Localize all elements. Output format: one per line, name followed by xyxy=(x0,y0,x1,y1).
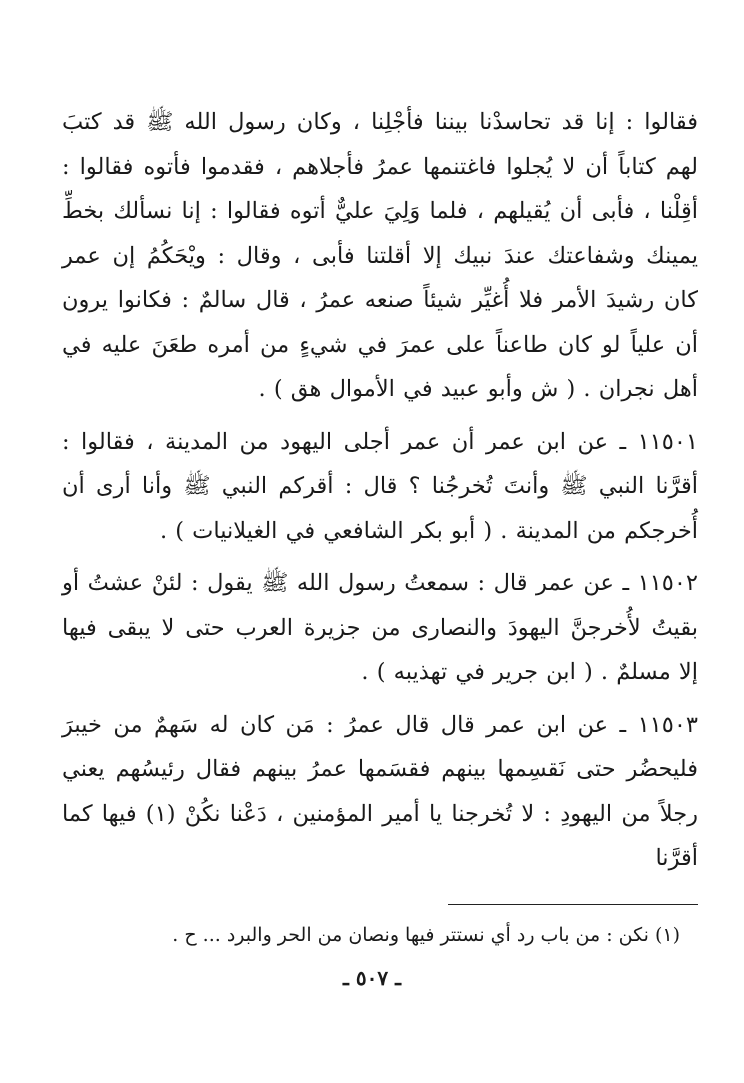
page-number: ـ ٥٠٧ ـ xyxy=(343,966,401,990)
page-body xyxy=(62,100,698,881)
hadith-11501: ١١٥٠١ ـ عن ابن عمر أن عمر أجلى اليهود من المدينة ، فقالوا : أقرَّنا النبي ﷺ وأنتَ تُخرجُنا ؟ قال : أقركم النبي ﷺ وأنا أرى أن أُخرجكم من المدينة . ( أبو بكر الشافعي في الغيلانيات ) . xyxy=(62,428,698,544)
footnote: (١) نكن : من باب رد أي نستتر فيها ونصان من الحر والبرد ... ح . xyxy=(172,924,680,946)
hadith-11503: ١١٥٠٣ ـ عن ابن عمر قال قال عمرُ : مَن كان له سَهمٌ من خيبرَ فليحضُر حتى نَقسِمها بينهم فقسَمها عمرُ بينهم فقال رئيسُهم يعني رجلاً من اليهودِ : لا تُخرجنا يا أمير المؤمنين ، دَعْنا نكُنْ (١) فيها كما أقرَّنا xyxy=(62,711,698,871)
footnote-divider xyxy=(448,904,698,905)
paragraph-continuation: فقالوا : إنا قد تحاسدْنا بيننا فأجْلِنا ، وكان رسول الله ﷺ قد كتبَ لهم كتاباً أن لا يُجلوا فاغتنمها عمرُ فأجلاهم ، فقدموا فأتوه فقالوا : أقِلْنا ، فأبى أن يُقيلهم ، فلما وَلِيَ عليٌّ أتوه فقالوا : إنا نسألك بخطِّ يمينك وشفاعتك عندَ نبيك إلا أقلتنا فأبى ، وقال : ويْحَكُمُ إن عمر كان رشيدَ الأمر فلا أُغيِّر شيئاً صنعه عمرُ ، قال سالمٌ : فكانوا يرون أن علياً لو كان طاعناً على عمرَ في شيءٍ من أمره طعَنَ عليه في أهل نجران . ( ش وأبو عبيد في الأموال هق ) . xyxy=(62,109,699,402)
hadith-11502: ١١٥٠٢ ـ عن عمر قال : سمعتُ رسول الله ﷺ يقول : لئنْ عشتُ أو بقيتُ لأُخرجنَّ اليهودَ والنصارى من جزيرة العرب حتى لا يبقى فيها إلا مسلمٌ . ( ابن جرير في تهذيبه ) . xyxy=(62,570,698,685)
